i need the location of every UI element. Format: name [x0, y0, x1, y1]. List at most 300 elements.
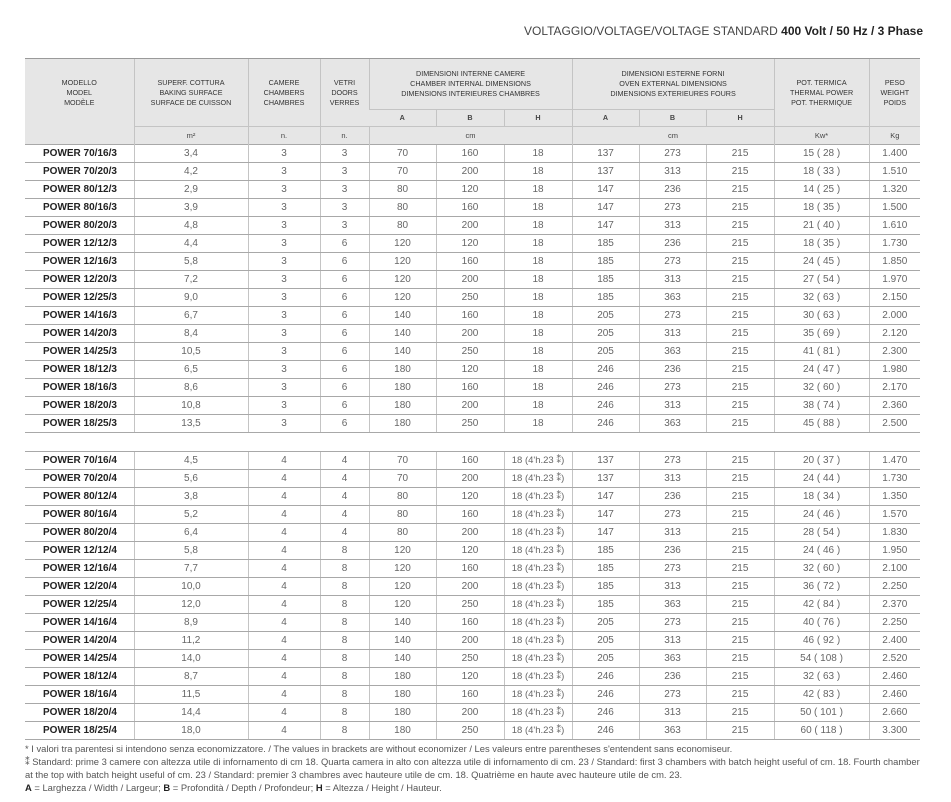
cell-external-b: 236	[639, 668, 706, 686]
cell-external-a: 185	[572, 596, 639, 614]
cell-baking-surface: 14,4	[134, 704, 248, 722]
cell-external-h: 215	[706, 488, 774, 506]
cell-model: POWER 14/16/4	[25, 614, 134, 632]
header-baking-surface: SUPERF. COTTURA BAKING SURFACE SURFACE DE CUISSON	[134, 59, 248, 127]
cell-external-h: 215	[706, 145, 774, 163]
cell-internal-h: 18	[504, 145, 572, 163]
cell-baking-surface: 14,0	[134, 650, 248, 668]
cell-external-h: 215	[706, 397, 774, 415]
cell-internal-a: 120	[369, 271, 436, 289]
cell-external-h: 215	[706, 470, 774, 488]
cell-model: POWER 18/25/4	[25, 722, 134, 740]
table-row	[25, 614, 920, 632]
cell-doors: 6	[320, 289, 369, 307]
cell-chambers: 3	[248, 181, 320, 199]
cell-baking-surface: 6,5	[134, 361, 248, 379]
cell-internal-b: 200	[436, 470, 504, 488]
cell-doors: 6	[320, 379, 369, 397]
cell-internal-a: 180	[369, 686, 436, 704]
cell-chambers: 4	[248, 470, 320, 488]
cell-thermal-power: 24 ( 45 )	[774, 253, 869, 271]
cell-internal-h: 18	[504, 235, 572, 253]
cell-external-b: 273	[639, 307, 706, 325]
cell-doors: 6	[320, 325, 369, 343]
cell-chambers: 3	[248, 397, 320, 415]
cell-chambers: 4	[248, 506, 320, 524]
cell-thermal-power: 27 ( 54 )	[774, 271, 869, 289]
cell-external-a: 185	[572, 560, 639, 578]
table-row	[25, 397, 920, 415]
cell-baking-surface: 5,2	[134, 506, 248, 524]
header-model: MODELLO MODEL MODÈLE	[25, 59, 134, 127]
cell-model: POWER 14/20/3	[25, 325, 134, 343]
cell-doors: 8	[320, 722, 369, 740]
cell-weight: 2.250	[869, 578, 920, 596]
cell-external-h: 215	[706, 722, 774, 740]
table-row	[25, 271, 920, 289]
header-external-h: H	[706, 110, 774, 127]
cell-chambers: 3	[248, 199, 320, 217]
cell-external-a: 205	[572, 343, 639, 361]
cell-weight: 2.370	[869, 596, 920, 614]
cell-internal-h: 18 (4'h.23 ⁑)	[504, 596, 572, 614]
cell-model: POWER 12/25/4	[25, 596, 134, 614]
cell-chambers: 3	[248, 415, 320, 433]
cell-external-a: 246	[572, 379, 639, 397]
cell-baking-surface: 11,5	[134, 686, 248, 704]
cell-external-h: 215	[706, 415, 774, 433]
cell-thermal-power: 24 ( 47 )	[774, 361, 869, 379]
cell-baking-surface: 6,7	[134, 307, 248, 325]
unit-doors: n.	[320, 127, 369, 145]
cell-baking-surface: 10,8	[134, 397, 248, 415]
cell-external-a: 147	[572, 199, 639, 217]
cell-internal-b: 200	[436, 397, 504, 415]
table-row	[25, 452, 920, 470]
cell-chambers: 3	[248, 361, 320, 379]
table-row	[25, 560, 920, 578]
cell-external-h: 215	[706, 452, 774, 470]
cell-internal-b: 250	[436, 650, 504, 668]
cell-external-b: 273	[639, 686, 706, 704]
cell-baking-surface: 4,5	[134, 452, 248, 470]
cell-internal-a: 80	[369, 506, 436, 524]
table-row	[25, 524, 920, 542]
cell-thermal-power: 18 ( 35 )	[774, 199, 869, 217]
cell-external-h: 215	[706, 253, 774, 271]
cell-internal-h: 18 (4'h.23 ⁑)	[504, 578, 572, 596]
cell-internal-a: 120	[369, 253, 436, 271]
cell-model: POWER 18/16/3	[25, 379, 134, 397]
cell-external-h: 215	[706, 506, 774, 524]
cell-doors: 8	[320, 704, 369, 722]
cell-external-h: 215	[706, 343, 774, 361]
cell-baking-surface: 7,2	[134, 271, 248, 289]
cell-internal-a: 180	[369, 361, 436, 379]
cell-baking-surface: 7,7	[134, 560, 248, 578]
cell-internal-a: 80	[369, 199, 436, 217]
cell-internal-h: 18	[504, 271, 572, 289]
cell-weight: 2.300	[869, 343, 920, 361]
cell-internal-b: 120	[436, 181, 504, 199]
unit-power: Kw*	[774, 127, 869, 145]
cell-external-a: 137	[572, 145, 639, 163]
cell-external-a: 185	[572, 542, 639, 560]
cell-external-b: 273	[639, 614, 706, 632]
cell-weight: 2.100	[869, 560, 920, 578]
voltage-value: 400 Volt / 50 Hz / 3 Phase	[781, 24, 923, 38]
cell-internal-h: 18 (4'h.23 ⁑)	[504, 506, 572, 524]
table-row	[25, 307, 920, 325]
cell-model: POWER 80/20/3	[25, 217, 134, 235]
cell-external-b: 313	[639, 524, 706, 542]
cell-external-b: 313	[639, 578, 706, 596]
header-chambers: CAMERE CHAMBERS CHAMBRES	[248, 59, 320, 127]
cell-baking-surface: 4,4	[134, 235, 248, 253]
cell-chambers: 4	[248, 488, 320, 506]
cell-chambers: 3	[248, 379, 320, 397]
cell-internal-a: 80	[369, 217, 436, 235]
cell-external-a: 246	[572, 686, 639, 704]
cell-weight: 1.500	[869, 199, 920, 217]
cell-external-b: 363	[639, 650, 706, 668]
cell-external-h: 215	[706, 578, 774, 596]
cell-external-b: 363	[639, 415, 706, 433]
cell-external-h: 215	[706, 632, 774, 650]
cell-model: POWER 70/20/3	[25, 163, 134, 181]
cell-internal-h: 18	[504, 415, 572, 433]
cell-internal-a: 140	[369, 343, 436, 361]
cell-model: POWER 14/25/3	[25, 343, 134, 361]
cell-internal-a: 180	[369, 668, 436, 686]
cell-thermal-power: 24 ( 44 )	[774, 470, 869, 488]
cell-external-b: 273	[639, 560, 706, 578]
cell-model: POWER 18/20/3	[25, 397, 134, 415]
table-row	[25, 506, 920, 524]
cell-internal-b: 200	[436, 217, 504, 235]
cell-external-a: 185	[572, 235, 639, 253]
cell-chambers: 4	[248, 596, 320, 614]
cell-internal-b: 120	[436, 668, 504, 686]
cell-internal-b: 200	[436, 163, 504, 181]
cell-internal-a: 180	[369, 704, 436, 722]
cell-model: POWER 70/20/4	[25, 470, 134, 488]
unit-surface: m²	[134, 127, 248, 145]
cell-chambers: 3	[248, 325, 320, 343]
cell-thermal-power: 42 ( 84 )	[774, 596, 869, 614]
table-row	[25, 686, 920, 704]
cell-doors: 6	[320, 361, 369, 379]
cell-baking-surface: 3,8	[134, 488, 248, 506]
section-spacer	[25, 433, 920, 452]
cell-internal-h: 18	[504, 163, 572, 181]
cell-weight: 1.850	[869, 253, 920, 271]
cell-external-b: 236	[639, 181, 706, 199]
cell-thermal-power: 18 ( 35 )	[774, 235, 869, 253]
cell-doors: 8	[320, 596, 369, 614]
cell-external-b: 363	[639, 722, 706, 740]
cell-thermal-power: 14 ( 25 )	[774, 181, 869, 199]
cell-internal-h: 18	[504, 289, 572, 307]
cell-internal-b: 160	[436, 506, 504, 524]
cell-model: POWER 80/12/3	[25, 181, 134, 199]
cell-internal-b: 200	[436, 271, 504, 289]
cell-internal-a: 120	[369, 596, 436, 614]
header-internal-b: B	[436, 110, 504, 127]
voltage-spec	[524, 24, 923, 38]
cell-external-h: 215	[706, 560, 774, 578]
cell-internal-h: 18	[504, 397, 572, 415]
cell-internal-b: 250	[436, 415, 504, 433]
header-internal-dimensions: DIMENSIONI INTERNE CAMERE CHAMBER INTERNAL DIMENSIONS DIMENSIONS INTERIEURES CHAMBRES	[369, 59, 572, 110]
cell-internal-a: 180	[369, 415, 436, 433]
cell-thermal-power: 15 ( 28 )	[774, 145, 869, 163]
cell-internal-h: 18	[504, 361, 572, 379]
cell-thermal-power: 24 ( 46 )	[774, 506, 869, 524]
cell-internal-h: 18 (4'h.23 ⁑)	[504, 722, 572, 740]
cell-baking-surface: 5,6	[134, 470, 248, 488]
cell-external-b: 363	[639, 596, 706, 614]
cell-thermal-power: 42 ( 83 )	[774, 686, 869, 704]
table-row	[25, 163, 920, 181]
cell-weight: 2.120	[869, 325, 920, 343]
note-economizer: * I valori tra parentesi si intendono senza economizzatore. / The values in brackets are without economizer / Les valeurs entre parentheses s'entendent sans economiseur.	[25, 743, 733, 754]
cell-thermal-power: 21 ( 40 )	[774, 217, 869, 235]
cell-doors: 3	[320, 199, 369, 217]
cell-external-a: 246	[572, 722, 639, 740]
cell-external-h: 215	[706, 704, 774, 722]
cell-internal-h: 18	[504, 325, 572, 343]
cell-internal-h: 18	[504, 343, 572, 361]
cell-chambers: 3	[248, 145, 320, 163]
cell-internal-b: 160	[436, 307, 504, 325]
cell-internal-b: 120	[436, 235, 504, 253]
cell-model: POWER 80/16/3	[25, 199, 134, 217]
cell-internal-a: 180	[369, 397, 436, 415]
table-row	[25, 325, 920, 343]
cell-doors: 8	[320, 614, 369, 632]
cell-chambers: 3	[248, 253, 320, 271]
cell-baking-surface: 4,2	[134, 163, 248, 181]
cell-external-b: 236	[639, 361, 706, 379]
cell-chambers: 4	[248, 632, 320, 650]
cell-external-b: 236	[639, 542, 706, 560]
cell-internal-b: 160	[436, 199, 504, 217]
cell-external-a: 147	[572, 217, 639, 235]
cell-internal-h: 18	[504, 199, 572, 217]
cell-thermal-power: 32 ( 63 )	[774, 289, 869, 307]
cell-external-a: 185	[572, 289, 639, 307]
cell-baking-surface: 8,4	[134, 325, 248, 343]
cell-external-h: 215	[706, 307, 774, 325]
cell-weight: 1.730	[869, 235, 920, 253]
table-row	[25, 488, 920, 506]
cell-external-a: 205	[572, 650, 639, 668]
cell-thermal-power: 35 ( 69 )	[774, 325, 869, 343]
cell-thermal-power: 32 ( 63 )	[774, 668, 869, 686]
cell-doors: 3	[320, 145, 369, 163]
cell-external-a: 185	[572, 271, 639, 289]
cell-weight: 2.000	[869, 307, 920, 325]
cell-external-h: 215	[706, 542, 774, 560]
cell-internal-b: 250	[436, 343, 504, 361]
cell-doors: 8	[320, 578, 369, 596]
header-internal-a: A	[369, 110, 436, 127]
table-row	[25, 722, 920, 740]
cell-internal-h: 18 (4'h.23 ⁑)	[504, 704, 572, 722]
cell-internal-b: 120	[436, 361, 504, 379]
cell-external-b: 273	[639, 379, 706, 397]
cell-internal-b: 160	[436, 560, 504, 578]
cell-weight: 1.970	[869, 271, 920, 289]
table-row	[25, 235, 920, 253]
cell-internal-a: 140	[369, 325, 436, 343]
cell-doors: 8	[320, 650, 369, 668]
cell-external-b: 273	[639, 145, 706, 163]
header-thermal-power: POT. TERMICA THERMAL POWER POT. THERMIQUE	[774, 59, 869, 127]
cell-doors: 8	[320, 668, 369, 686]
cell-external-a: 185	[572, 578, 639, 596]
cell-weight: 1.320	[869, 181, 920, 199]
cell-doors: 6	[320, 343, 369, 361]
cell-external-h: 215	[706, 524, 774, 542]
cell-external-b: 273	[639, 253, 706, 271]
cell-weight: 1.610	[869, 217, 920, 235]
cell-chambers: 4	[248, 524, 320, 542]
cell-internal-h: 18 (4'h.23 ⁑)	[504, 524, 572, 542]
cell-model: POWER 18/25/3	[25, 415, 134, 433]
cell-internal-b: 160	[436, 614, 504, 632]
cell-external-b: 363	[639, 289, 706, 307]
note-legend: A = Larghezza / Width / Largeur; B = Profondità / Depth / Profondeur; H = Altezza / Height / Hauteur.	[25, 782, 442, 793]
cell-internal-a: 180	[369, 722, 436, 740]
cell-thermal-power: 20 ( 37 )	[774, 452, 869, 470]
cell-weight: 1.980	[869, 361, 920, 379]
cell-weight: 1.950	[869, 542, 920, 560]
header-external-dimensions: DIMENSIONI ESTERNE FORNI OVEN EXTERNAL DIMENSIONS DIMENSIONS EXTERIEURES FOURS	[572, 59, 774, 110]
cell-baking-surface: 3,9	[134, 199, 248, 217]
header-external-b: B	[639, 110, 706, 127]
cell-internal-b: 250	[436, 722, 504, 740]
cell-external-a: 147	[572, 488, 639, 506]
table-row	[25, 145, 920, 163]
cell-thermal-power: 38 ( 74 )	[774, 397, 869, 415]
cell-model: POWER 18/12/4	[25, 668, 134, 686]
cell-weight: 1.570	[869, 506, 920, 524]
cell-doors: 3	[320, 217, 369, 235]
cell-external-h: 215	[706, 379, 774, 397]
cell-internal-a: 120	[369, 578, 436, 596]
cell-chambers: 3	[248, 343, 320, 361]
table-row	[25, 668, 920, 686]
header-external-a: A	[572, 110, 639, 127]
table-row	[25, 181, 920, 199]
cell-chambers: 4	[248, 614, 320, 632]
cell-internal-h: 18 (4'h.23 ⁑)	[504, 560, 572, 578]
cell-weight: 2.360	[869, 397, 920, 415]
cell-doors: 4	[320, 452, 369, 470]
header-internal-h: H	[504, 110, 572, 127]
cell-doors: 4	[320, 488, 369, 506]
cell-thermal-power: 28 ( 54 )	[774, 524, 869, 542]
cell-doors: 6	[320, 235, 369, 253]
cell-model: POWER 12/20/4	[25, 578, 134, 596]
cell-doors: 4	[320, 470, 369, 488]
cell-external-a: 246	[572, 397, 639, 415]
cell-internal-b: 160	[436, 145, 504, 163]
cell-model: POWER 70/16/4	[25, 452, 134, 470]
cell-external-h: 215	[706, 181, 774, 199]
cell-baking-surface: 9,0	[134, 289, 248, 307]
cell-baking-surface: 10,0	[134, 578, 248, 596]
cell-external-a: 147	[572, 506, 639, 524]
cell-thermal-power: 18 ( 33 )	[774, 163, 869, 181]
footnotes	[25, 742, 930, 794]
cell-doors: 6	[320, 307, 369, 325]
cell-external-a: 147	[572, 181, 639, 199]
cell-doors: 4	[320, 524, 369, 542]
cell-baking-surface: 11,2	[134, 632, 248, 650]
cell-chambers: 3	[248, 271, 320, 289]
cell-internal-h: 18	[504, 307, 572, 325]
cell-internal-h: 18	[504, 181, 572, 199]
cell-internal-h: 18 (4'h.23 ⁑)	[504, 614, 572, 632]
cell-external-a: 205	[572, 325, 639, 343]
cell-internal-a: 120	[369, 560, 436, 578]
cell-thermal-power: 46 ( 92 )	[774, 632, 869, 650]
cell-internal-b: 200	[436, 704, 504, 722]
header-weight: PESO WEIGHT POIDS	[869, 59, 920, 127]
cell-model: POWER 14/16/3	[25, 307, 134, 325]
cell-internal-a: 140	[369, 632, 436, 650]
cell-chambers: 4	[248, 578, 320, 596]
cell-thermal-power: 40 ( 76 )	[774, 614, 869, 632]
cell-external-b: 313	[639, 163, 706, 181]
cell-external-a: 205	[572, 632, 639, 650]
unit-internal: cm	[369, 127, 572, 145]
cell-model: POWER 80/12/4	[25, 488, 134, 506]
cell-chambers: 4	[248, 542, 320, 560]
cell-model: POWER 18/20/4	[25, 704, 134, 722]
cell-internal-h: 18 (4'h.23 ⁑)	[504, 488, 572, 506]
cell-external-h: 215	[706, 289, 774, 307]
cell-model: POWER 80/16/4	[25, 506, 134, 524]
header-doors: VETRI DOORS VERRES	[320, 59, 369, 127]
cell-model: POWER 14/20/4	[25, 632, 134, 650]
cell-chambers: 4	[248, 704, 320, 722]
cell-external-h: 215	[706, 686, 774, 704]
cell-chambers: 3	[248, 289, 320, 307]
cell-internal-a: 70	[369, 145, 436, 163]
cell-thermal-power: 30 ( 63 )	[774, 307, 869, 325]
cell-internal-h: 18 (4'h.23 ⁑)	[504, 470, 572, 488]
cell-internal-b: 200	[436, 578, 504, 596]
cell-chambers: 3	[248, 163, 320, 181]
cell-doors: 6	[320, 253, 369, 271]
cell-model: POWER 80/20/4	[25, 524, 134, 542]
cell-external-a: 246	[572, 668, 639, 686]
cell-external-b: 313	[639, 217, 706, 235]
table-body	[25, 145, 920, 740]
cell-internal-h: 18	[504, 253, 572, 271]
cell-internal-b: 200	[436, 632, 504, 650]
cell-external-b: 313	[639, 325, 706, 343]
cell-baking-surface: 4,8	[134, 217, 248, 235]
cell-chambers: 4	[248, 452, 320, 470]
cell-doors: 8	[320, 542, 369, 560]
cell-external-a: 246	[572, 361, 639, 379]
cell-weight: 2.400	[869, 632, 920, 650]
